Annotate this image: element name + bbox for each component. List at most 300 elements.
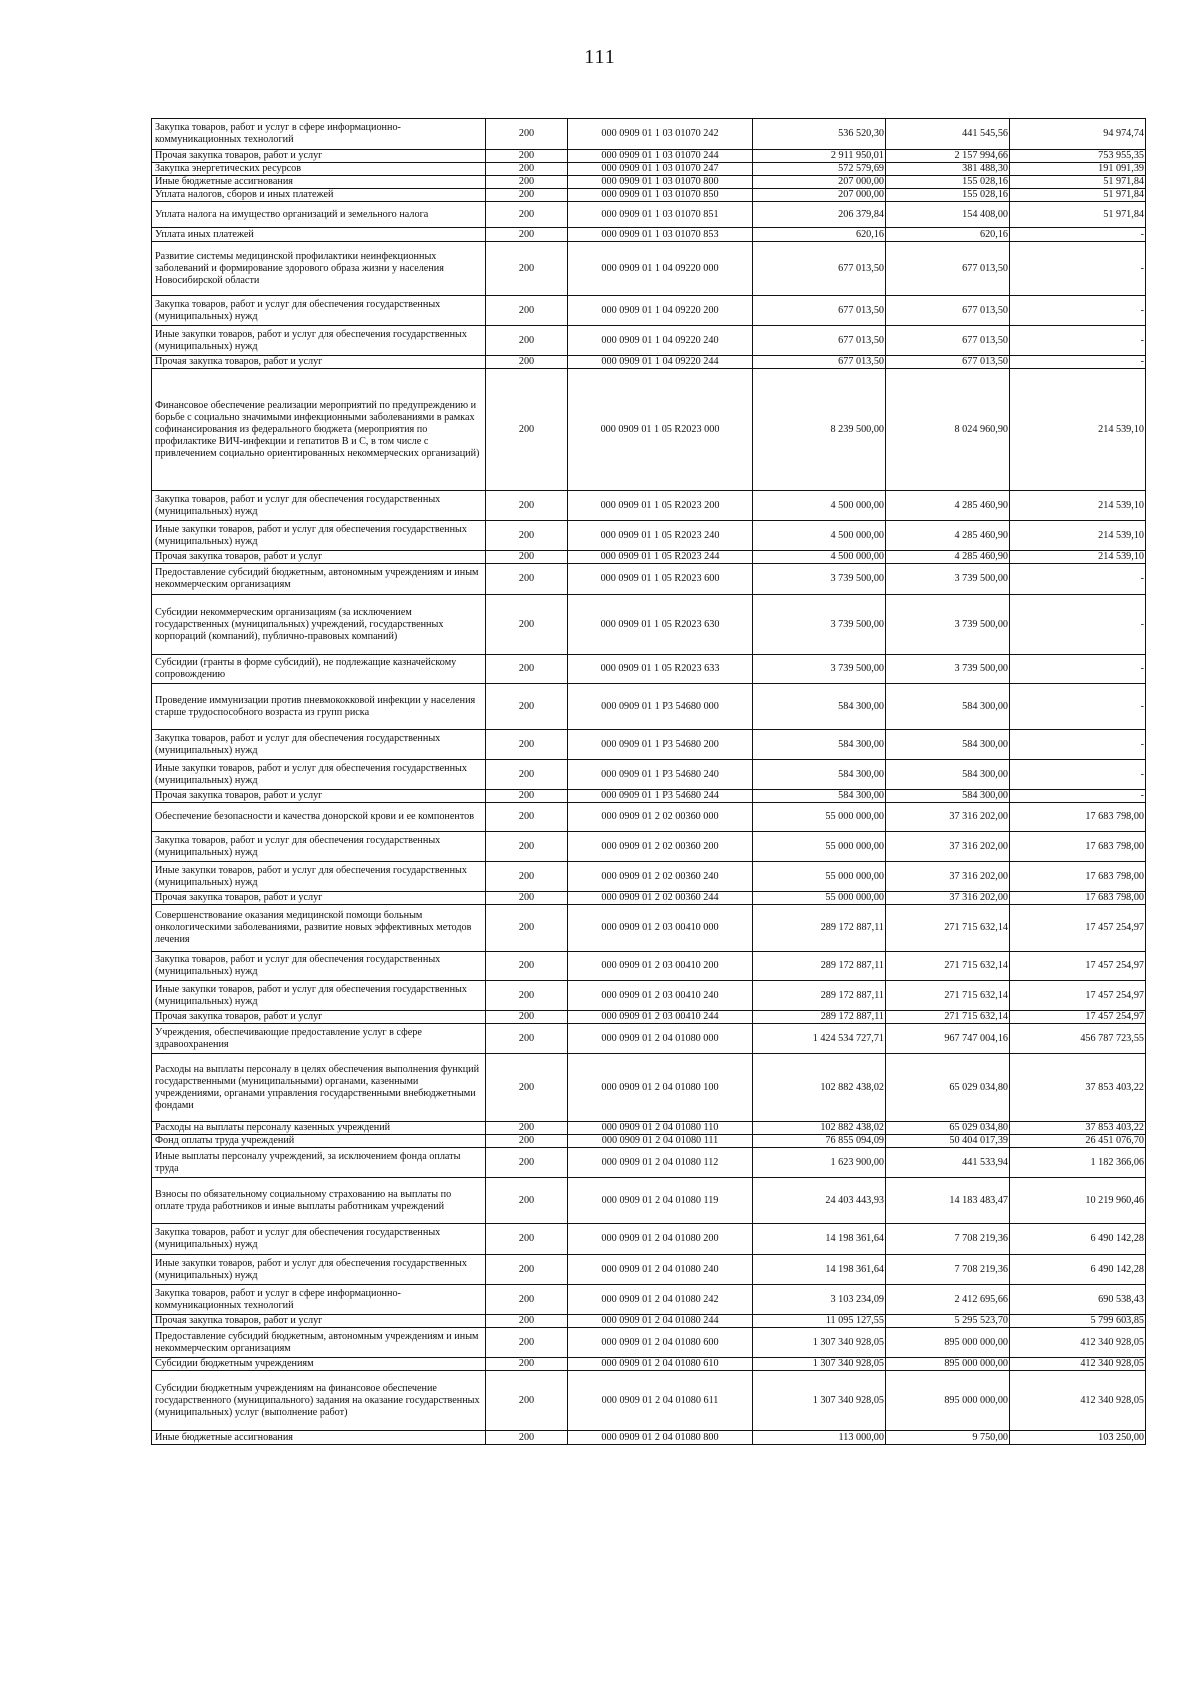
row-name-cell: Субсидии бюджетным учреждениям на финансовое обеспечение государственного (муниципального) задания на оказание государственных (муниципальных) услуг (выполнение работ) <box>152 1371 486 1431</box>
row-budget-code-cell: 000 0909 01 1 03 01070 800 <box>568 176 753 189</box>
row-approved-cell: 584 300,00 <box>753 684 886 730</box>
row-budget-code-cell: 000 0909 01 1 03 01070 851 <box>568 202 753 228</box>
row-executed-cell: 620,16 <box>886 228 1010 242</box>
row-budget-code-cell: 000 0909 01 2 04 01080 610 <box>568 1358 753 1371</box>
row-name-cell: Прочая закупка товаров, работ и услуг <box>152 892 486 905</box>
table-row <box>152 1358 1146 1371</box>
row-budget-code-cell: 000 0909 01 2 03 00410 000 <box>568 905 753 952</box>
row-executed-cell: 3 739 500,00 <box>886 564 1010 595</box>
row-executed-cell: 584 300,00 <box>886 790 1010 803</box>
row-line-code-cell: 200 <box>486 760 568 790</box>
table-row <box>152 1255 1146 1285</box>
row-unexecuted-cell: 17 683 798,00 <box>1010 832 1146 862</box>
table-row <box>152 1224 1146 1255</box>
row-unexecuted-cell: - <box>1010 760 1146 790</box>
row-budget-code-cell: 000 0909 01 1 04 09220 000 <box>568 242 753 296</box>
row-name-cell: Прочая закупка товаров, работ и услуг <box>152 1011 486 1024</box>
row-executed-cell: 584 300,00 <box>886 684 1010 730</box>
row-executed-cell: 50 404 017,39 <box>886 1135 1010 1148</box>
row-line-code-cell: 200 <box>486 163 568 176</box>
row-executed-cell: 381 488,30 <box>886 163 1010 176</box>
row-approved-cell: 1 623 900,00 <box>753 1148 886 1178</box>
row-executed-cell: 155 028,16 <box>886 189 1010 202</box>
table-row <box>152 1315 1146 1328</box>
row-budget-code-cell: 000 0909 01 2 04 01080 200 <box>568 1224 753 1255</box>
row-name-cell: Прочая закупка товаров, работ и услуг <box>152 551 486 564</box>
row-unexecuted-cell: 214 539,10 <box>1010 521 1146 551</box>
row-name-cell: Иные выплаты персоналу учреждений, за исключением фонда оплаты труда <box>152 1148 486 1178</box>
row-unexecuted-cell: 10 219 960,46 <box>1010 1178 1146 1224</box>
row-name-cell: Иные закупки товаров, работ и услуг для обеспечения государственных (муниципальных) нужд <box>152 521 486 551</box>
row-approved-cell: 76 855 094,09 <box>753 1135 886 1148</box>
row-approved-cell: 102 882 438,02 <box>753 1054 886 1122</box>
row-executed-cell: 677 013,50 <box>886 242 1010 296</box>
row-unexecuted-cell: 94 974,74 <box>1010 119 1146 150</box>
row-name-cell: Обеспечение безопасности и качества донорской крови и ее компонентов <box>152 803 486 832</box>
row-approved-cell: 55 000 000,00 <box>753 803 886 832</box>
table-row <box>152 1024 1146 1054</box>
row-name-cell: Закупка товаров, работ и услуг для обеспечения государственных (муниципальных) нужд <box>152 952 486 981</box>
table-row <box>152 491 1146 521</box>
row-approved-cell: 584 300,00 <box>753 790 886 803</box>
row-name-cell: Проведение иммунизации против пневмококковой инфекции у населения старше трудоспособного возраста из групп риска <box>152 684 486 730</box>
table-row <box>152 1011 1146 1024</box>
row-unexecuted-cell: 412 340 928,05 <box>1010 1371 1146 1431</box>
row-approved-cell: 4 500 000,00 <box>753 521 886 551</box>
table-row <box>152 119 1146 150</box>
row-executed-cell: 4 285 460,90 <box>886 521 1010 551</box>
row-unexecuted-cell: - <box>1010 228 1146 242</box>
table-row <box>152 803 1146 832</box>
row-executed-cell: 967 747 004,16 <box>886 1024 1010 1054</box>
row-approved-cell: 289 172 887,11 <box>753 905 886 952</box>
row-unexecuted-cell: - <box>1010 684 1146 730</box>
row-budget-code-cell: 000 0909 01 1 05 R2023 630 <box>568 595 753 655</box>
row-unexecuted-cell: - <box>1010 356 1146 369</box>
row-budget-code-cell: 000 0909 01 2 04 01080 240 <box>568 1255 753 1285</box>
table-row <box>152 862 1146 892</box>
table-row <box>152 1371 1146 1431</box>
table-row <box>152 564 1146 595</box>
row-line-code-cell: 200 <box>486 1135 568 1148</box>
row-executed-cell: 441 533,94 <box>886 1148 1010 1178</box>
row-approved-cell: 102 882 438,02 <box>753 1122 886 1135</box>
row-line-code-cell: 200 <box>486 730 568 760</box>
row-budget-code-cell: 000 0909 01 1 P3 54680 000 <box>568 684 753 730</box>
row-line-code-cell: 200 <box>486 356 568 369</box>
row-unexecuted-cell: - <box>1010 242 1146 296</box>
row-name-cell: Закупка товаров, работ и услуг для обеспечения государственных (муниципальных) нужд <box>152 491 486 521</box>
row-executed-cell: 584 300,00 <box>886 730 1010 760</box>
row-line-code-cell: 200 <box>486 296 568 326</box>
table-row <box>152 655 1146 684</box>
row-name-cell: Развитие системы медицинской профилактики неинфекционных заболеваний и формирование здорового образа жизни у населения Новосибирской области <box>152 242 486 296</box>
table-row <box>152 202 1146 228</box>
row-executed-cell: 677 013,50 <box>886 356 1010 369</box>
row-executed-cell: 9 750,00 <box>886 1431 1010 1445</box>
row-executed-cell: 895 000 000,00 <box>886 1358 1010 1371</box>
row-approved-cell: 24 403 443,93 <box>753 1178 886 1224</box>
row-approved-cell: 620,16 <box>753 228 886 242</box>
row-unexecuted-cell: 412 340 928,05 <box>1010 1358 1146 1371</box>
row-unexecuted-cell: 753 955,35 <box>1010 150 1146 163</box>
table-row <box>152 905 1146 952</box>
row-approved-cell: 1 307 340 928,05 <box>753 1358 886 1371</box>
table-row <box>152 163 1146 176</box>
row-line-code-cell: 200 <box>486 1328 568 1358</box>
row-approved-cell: 207 000,00 <box>753 189 886 202</box>
row-executed-cell: 37 316 202,00 <box>886 832 1010 862</box>
row-line-code-cell: 200 <box>486 551 568 564</box>
row-line-code-cell: 200 <box>486 189 568 202</box>
row-unexecuted-cell: 412 340 928,05 <box>1010 1328 1146 1358</box>
row-executed-cell: 2 412 695,66 <box>886 1285 1010 1315</box>
row-unexecuted-cell: 17 457 254,97 <box>1010 905 1146 952</box>
row-budget-code-cell: 000 0909 01 2 04 01080 244 <box>568 1315 753 1328</box>
row-unexecuted-cell: 690 538,43 <box>1010 1285 1146 1315</box>
row-name-cell: Субсидии (гранты в форме субсидий), не подлежащие казначейскому сопровождению <box>152 655 486 684</box>
row-name-cell: Иные бюджетные ассигнования <box>152 176 486 189</box>
row-unexecuted-cell: 191 091,39 <box>1010 163 1146 176</box>
row-line-code-cell: 200 <box>486 150 568 163</box>
row-budget-code-cell: 000 0909 01 1 04 09220 240 <box>568 326 753 356</box>
row-executed-cell: 3 739 500,00 <box>886 655 1010 684</box>
row-executed-cell: 7 708 219,36 <box>886 1255 1010 1285</box>
row-budget-code-cell: 000 0909 01 1 P3 54680 240 <box>568 760 753 790</box>
row-executed-cell: 677 013,50 <box>886 326 1010 356</box>
table-row <box>152 1148 1146 1178</box>
row-approved-cell: 8 239 500,00 <box>753 369 886 491</box>
row-approved-cell: 677 013,50 <box>753 242 886 296</box>
row-approved-cell: 1 424 534 727,71 <box>753 1024 886 1054</box>
row-line-code-cell: 200 <box>486 832 568 862</box>
row-name-cell: Иные бюджетные ассигнования <box>152 1431 486 1445</box>
row-name-cell: Закупка энергетических ресурсов <box>152 163 486 176</box>
row-budget-code-cell: 000 0909 01 2 04 01080 000 <box>568 1024 753 1054</box>
row-line-code-cell: 200 <box>486 521 568 551</box>
row-approved-cell: 289 172 887,11 <box>753 981 886 1011</box>
row-budget-code-cell: 000 0909 01 2 02 00360 000 <box>568 803 753 832</box>
row-line-code-cell: 200 <box>486 655 568 684</box>
row-name-cell: Иные закупки товаров, работ и услуг для обеспечения государственных (муниципальных) нужд <box>152 981 486 1011</box>
row-budget-code-cell: 000 0909 01 2 03 00410 244 <box>568 1011 753 1024</box>
row-line-code-cell: 200 <box>486 228 568 242</box>
table-row <box>152 790 1146 803</box>
table-row <box>152 369 1146 491</box>
row-unexecuted-cell: 51 971,84 <box>1010 176 1146 189</box>
row-budget-code-cell: 000 0909 01 2 02 00360 244 <box>568 892 753 905</box>
row-unexecuted-cell: 5 799 603,85 <box>1010 1315 1146 1328</box>
row-budget-code-cell: 000 0909 01 2 04 01080 112 <box>568 1148 753 1178</box>
row-line-code-cell: 200 <box>486 1148 568 1178</box>
row-line-code-cell: 200 <box>486 1054 568 1122</box>
table-row <box>152 1122 1146 1135</box>
row-line-code-cell: 200 <box>486 905 568 952</box>
row-executed-cell: 4 285 460,90 <box>886 551 1010 564</box>
row-name-cell: Прочая закупка товаров, работ и услуг <box>152 1315 486 1328</box>
row-budget-code-cell: 000 0909 01 1 03 01070 247 <box>568 163 753 176</box>
row-budget-code-cell: 000 0909 01 1 03 01070 244 <box>568 150 753 163</box>
row-approved-cell: 677 013,50 <box>753 326 886 356</box>
row-approved-cell: 14 198 361,64 <box>753 1255 886 1285</box>
row-executed-cell: 895 000 000,00 <box>886 1328 1010 1358</box>
row-approved-cell: 55 000 000,00 <box>753 892 886 905</box>
row-budget-code-cell: 000 0909 01 2 02 00360 240 <box>568 862 753 892</box>
row-name-cell: Фонд оплаты труда учреждений <box>152 1135 486 1148</box>
row-approved-cell: 4 500 000,00 <box>753 551 886 564</box>
table-row <box>152 952 1146 981</box>
budget-execution-table <box>151 118 1146 1445</box>
row-executed-cell: 155 028,16 <box>886 176 1010 189</box>
row-unexecuted-cell: - <box>1010 730 1146 760</box>
row-name-cell: Расходы на выплаты персоналу в целях обеспечения выполнения функций государственными (муниципальными) органами, казенными учреждениями, органами управления государственными внебюджетными фондами <box>152 1054 486 1122</box>
row-line-code-cell: 200 <box>486 242 568 296</box>
row-budget-code-cell: 000 0909 01 1 05 R2023 240 <box>568 521 753 551</box>
table-row <box>152 176 1146 189</box>
row-approved-cell: 4 500 000,00 <box>753 491 886 521</box>
row-name-cell: Иные закупки товаров, работ и услуг для обеспечения государственных (муниципальных) нужд <box>152 1255 486 1285</box>
row-line-code-cell: 200 <box>486 790 568 803</box>
row-budget-code-cell: 000 0909 01 2 04 01080 242 <box>568 1285 753 1315</box>
row-name-cell: Расходы на выплаты персоналу казенных учреждений <box>152 1122 486 1135</box>
row-approved-cell: 3 739 500,00 <box>753 595 886 655</box>
table-row <box>152 242 1146 296</box>
table-row <box>152 296 1146 326</box>
row-name-cell: Учреждения, обеспечивающие предоставление услуг в сфере здравоохранения <box>152 1024 486 1054</box>
row-line-code-cell: 200 <box>486 326 568 356</box>
row-budget-code-cell: 000 0909 01 2 03 00410 200 <box>568 952 753 981</box>
row-name-cell: Иные закупки товаров, работ и услуг для обеспечения государственных (муниципальных) нужд <box>152 760 486 790</box>
row-executed-cell: 65 029 034,80 <box>886 1122 1010 1135</box>
row-executed-cell: 584 300,00 <box>886 760 1010 790</box>
row-unexecuted-cell: 26 451 076,70 <box>1010 1135 1146 1148</box>
row-executed-cell: 14 183 483,47 <box>886 1178 1010 1224</box>
row-line-code-cell: 200 <box>486 595 568 655</box>
row-budget-code-cell: 000 0909 01 1 05 R2023 200 <box>568 491 753 521</box>
row-name-cell: Закупка товаров, работ и услуг для обеспечения государственных (муниципальных) нужд <box>152 296 486 326</box>
row-name-cell: Финансовое обеспечение реализации мероприятий по предупреждению и борьбе с социально значимыми инфекционными заболеваниями в рамках софинансирования из федерального бюджета (мероприятия по профилактике ВИЧ-инфекции и гепатитов В и С, в том числе с привлечением социально ориентированных некоммерческих организаций) <box>152 369 486 491</box>
row-unexecuted-cell: 51 971,84 <box>1010 189 1146 202</box>
row-unexecuted-cell: - <box>1010 655 1146 684</box>
row-budget-code-cell: 000 0909 01 2 04 01080 111 <box>568 1135 753 1148</box>
row-unexecuted-cell: 214 539,10 <box>1010 491 1146 521</box>
row-unexecuted-cell: 214 539,10 <box>1010 369 1146 491</box>
row-line-code-cell: 200 <box>486 1431 568 1445</box>
row-budget-code-cell: 000 0909 01 1 03 01070 242 <box>568 119 753 150</box>
row-unexecuted-cell: 6 490 142,28 <box>1010 1255 1146 1285</box>
row-budget-code-cell: 000 0909 01 1 05 R2023 000 <box>568 369 753 491</box>
row-name-cell: Иные закупки товаров, работ и услуг для обеспечения государственных (муниципальных) нужд <box>152 862 486 892</box>
table-row <box>152 595 1146 655</box>
row-approved-cell: 3 739 500,00 <box>753 655 886 684</box>
row-line-code-cell: 200 <box>486 1371 568 1431</box>
row-budget-code-cell: 000 0909 01 1 03 01070 850 <box>568 189 753 202</box>
row-line-code-cell: 200 <box>486 981 568 1011</box>
table-row <box>152 684 1146 730</box>
row-approved-cell: 14 198 361,64 <box>753 1224 886 1255</box>
row-name-cell: Прочая закупка товаров, работ и услуг <box>152 150 486 163</box>
row-line-code-cell: 200 <box>486 369 568 491</box>
row-unexecuted-cell: 51 971,84 <box>1010 202 1146 228</box>
table-row <box>152 1285 1146 1315</box>
table-row <box>152 832 1146 862</box>
row-line-code-cell: 200 <box>486 202 568 228</box>
table-row <box>152 150 1146 163</box>
row-name-cell: Предоставление субсидий бюджетным, автономным учреждениям и иным некоммерческим организациям <box>152 1328 486 1358</box>
row-approved-cell: 289 172 887,11 <box>753 952 886 981</box>
row-unexecuted-cell: 17 683 798,00 <box>1010 803 1146 832</box>
row-name-cell: Прочая закупка товаров, работ и услуг <box>152 790 486 803</box>
row-executed-cell: 3 739 500,00 <box>886 595 1010 655</box>
row-executed-cell: 2 157 994,66 <box>886 150 1010 163</box>
row-approved-cell: 113 000,00 <box>753 1431 886 1445</box>
row-approved-cell: 677 013,50 <box>753 296 886 326</box>
row-line-code-cell: 200 <box>486 1122 568 1135</box>
row-approved-cell: 572 579,69 <box>753 163 886 176</box>
row-approved-cell: 55 000 000,00 <box>753 862 886 892</box>
row-executed-cell: 65 029 034,80 <box>886 1054 1010 1122</box>
row-executed-cell: 441 545,56 <box>886 119 1010 150</box>
row-approved-cell: 584 300,00 <box>753 760 886 790</box>
row-line-code-cell: 200 <box>486 1255 568 1285</box>
row-name-cell: Закупка товаров, работ и услуг в сфере информационно-коммуникационных технологий <box>152 1285 486 1315</box>
row-unexecuted-cell: - <box>1010 564 1146 595</box>
row-line-code-cell: 200 <box>486 1358 568 1371</box>
row-name-cell: Иные закупки товаров, работ и услуг для обеспечения государственных (муниципальных) нужд <box>152 326 486 356</box>
row-unexecuted-cell: 17 457 254,97 <box>1010 952 1146 981</box>
row-approved-cell: 3 103 234,09 <box>753 1285 886 1315</box>
row-unexecuted-cell: 17 683 798,00 <box>1010 862 1146 892</box>
row-name-cell: Закупка товаров, работ и услуг в сфере информационно-коммуникационных технологий <box>152 119 486 150</box>
row-unexecuted-cell: 214 539,10 <box>1010 551 1146 564</box>
row-approved-cell: 536 520,30 <box>753 119 886 150</box>
row-budget-code-cell: 000 0909 01 2 02 00360 200 <box>568 832 753 862</box>
row-line-code-cell: 200 <box>486 1285 568 1315</box>
row-unexecuted-cell: - <box>1010 326 1146 356</box>
row-line-code-cell: 200 <box>486 564 568 595</box>
row-executed-cell: 271 715 632,14 <box>886 981 1010 1011</box>
row-executed-cell: 677 013,50 <box>886 296 1010 326</box>
table-row <box>152 892 1146 905</box>
row-budget-code-cell: 000 0909 01 2 04 01080 800 <box>568 1431 753 1445</box>
row-line-code-cell: 200 <box>486 491 568 521</box>
table-row <box>152 981 1146 1011</box>
row-approved-cell: 206 379,84 <box>753 202 886 228</box>
row-approved-cell: 584 300,00 <box>753 730 886 760</box>
row-executed-cell: 5 295 523,70 <box>886 1315 1010 1328</box>
table-row <box>152 1135 1146 1148</box>
row-line-code-cell: 200 <box>486 862 568 892</box>
row-budget-code-cell: 000 0909 01 1 05 R2023 600 <box>568 564 753 595</box>
row-executed-cell: 895 000 000,00 <box>886 1371 1010 1431</box>
table-row <box>152 228 1146 242</box>
table-row <box>152 521 1146 551</box>
row-approved-cell: 1 307 340 928,05 <box>753 1371 886 1431</box>
row-budget-code-cell: 000 0909 01 2 04 01080 600 <box>568 1328 753 1358</box>
row-unexecuted-cell: 1 182 366,06 <box>1010 1148 1146 1178</box>
row-name-cell: Субсидии некоммерческим организациям (за исключением государственных (муниципальных) учреждений, государственных корпораций (компаний), публично-правовых компаний) <box>152 595 486 655</box>
row-unexecuted-cell: 17 683 798,00 <box>1010 892 1146 905</box>
row-unexecuted-cell: - <box>1010 595 1146 655</box>
row-approved-cell: 677 013,50 <box>753 356 886 369</box>
row-executed-cell: 37 316 202,00 <box>886 803 1010 832</box>
row-budget-code-cell: 000 0909 01 1 04 09220 200 <box>568 296 753 326</box>
table-row <box>152 730 1146 760</box>
row-unexecuted-cell: 103 250,00 <box>1010 1431 1146 1445</box>
row-budget-code-cell: 000 0909 01 1 03 01070 853 <box>568 228 753 242</box>
row-unexecuted-cell: 6 490 142,28 <box>1010 1224 1146 1255</box>
row-line-code-cell: 200 <box>486 1011 568 1024</box>
row-executed-cell: 4 285 460,90 <box>886 491 1010 521</box>
row-name-cell: Закупка товаров, работ и услуг для обеспечения государственных (муниципальных) нужд <box>152 730 486 760</box>
row-approved-cell: 1 307 340 928,05 <box>753 1328 886 1358</box>
table-row <box>152 326 1146 356</box>
row-approved-cell: 2 911 950,01 <box>753 150 886 163</box>
row-budget-code-cell: 000 0909 01 1 04 09220 244 <box>568 356 753 369</box>
table-row <box>152 1328 1146 1358</box>
row-unexecuted-cell: 17 457 254,97 <box>1010 1011 1146 1024</box>
table-row <box>152 189 1146 202</box>
row-budget-code-cell: 000 0909 01 1 05 R2023 633 <box>568 655 753 684</box>
row-line-code-cell: 200 <box>486 803 568 832</box>
row-name-cell: Совершенствование оказания медицинской помощи больным онкологическими заболеваниями, развитие новых эффективных методов лечения <box>152 905 486 952</box>
row-line-code-cell: 200 <box>486 1315 568 1328</box>
row-line-code-cell: 200 <box>486 1178 568 1224</box>
row-name-cell: Закупка товаров, работ и услуг для обеспечения государственных (муниципальных) нужд <box>152 832 486 862</box>
row-name-cell: Уплата иных платежей <box>152 228 486 242</box>
table-row <box>152 356 1146 369</box>
row-line-code-cell: 200 <box>486 1224 568 1255</box>
row-approved-cell: 207 000,00 <box>753 176 886 189</box>
row-unexecuted-cell: - <box>1010 790 1146 803</box>
row-name-cell: Закупка товаров, работ и услуг для обеспечения государственных (муниципальных) нужд <box>152 1224 486 1255</box>
row-line-code-cell: 200 <box>486 176 568 189</box>
table-row <box>152 1054 1146 1122</box>
row-name-cell: Субсидии бюджетным учреждениям <box>152 1358 486 1371</box>
row-name-cell: Уплата налога на имущество организаций и земельного налога <box>152 202 486 228</box>
row-unexecuted-cell: 456 787 723,55 <box>1010 1024 1146 1054</box>
row-budget-code-cell: 000 0909 01 1 P3 54680 244 <box>568 790 753 803</box>
row-executed-cell: 271 715 632,14 <box>886 905 1010 952</box>
table-row <box>152 760 1146 790</box>
row-approved-cell: 11 095 127,55 <box>753 1315 886 1328</box>
row-name-cell: Взносы по обязательному социальному страхованию на выплаты по оплате труда работников и иные выплаты работникам учреждений <box>152 1178 486 1224</box>
page-number: 111 <box>584 46 616 68</box>
row-budget-code-cell: 000 0909 01 2 04 01080 119 <box>568 1178 753 1224</box>
row-budget-code-cell: 000 0909 01 2 03 00410 240 <box>568 981 753 1011</box>
row-executed-cell: 271 715 632,14 <box>886 952 1010 981</box>
row-unexecuted-cell: 17 457 254,97 <box>1010 981 1146 1011</box>
row-unexecuted-cell: 37 853 403,22 <box>1010 1122 1146 1135</box>
row-approved-cell: 3 739 500,00 <box>753 564 886 595</box>
row-name-cell: Прочая закупка товаров, работ и услуг <box>152 356 486 369</box>
row-approved-cell: 289 172 887,11 <box>753 1011 886 1024</box>
row-approved-cell: 55 000 000,00 <box>753 832 886 862</box>
row-line-code-cell: 200 <box>486 1024 568 1054</box>
row-executed-cell: 154 408,00 <box>886 202 1010 228</box>
row-budget-code-cell: 000 0909 01 2 04 01080 100 <box>568 1054 753 1122</box>
row-line-code-cell: 200 <box>486 119 568 150</box>
row-unexecuted-cell: - <box>1010 296 1146 326</box>
row-unexecuted-cell: 37 853 403,22 <box>1010 1054 1146 1122</box>
row-line-code-cell: 200 <box>486 952 568 981</box>
row-executed-cell: 37 316 202,00 <box>886 862 1010 892</box>
table-row <box>152 1431 1146 1445</box>
row-budget-code-cell: 000 0909 01 2 04 01080 611 <box>568 1371 753 1431</box>
row-budget-code-cell: 000 0909 01 1 P3 54680 200 <box>568 730 753 760</box>
row-budget-code-cell: 000 0909 01 2 04 01080 110 <box>568 1122 753 1135</box>
row-executed-cell: 8 024 960,90 <box>886 369 1010 491</box>
